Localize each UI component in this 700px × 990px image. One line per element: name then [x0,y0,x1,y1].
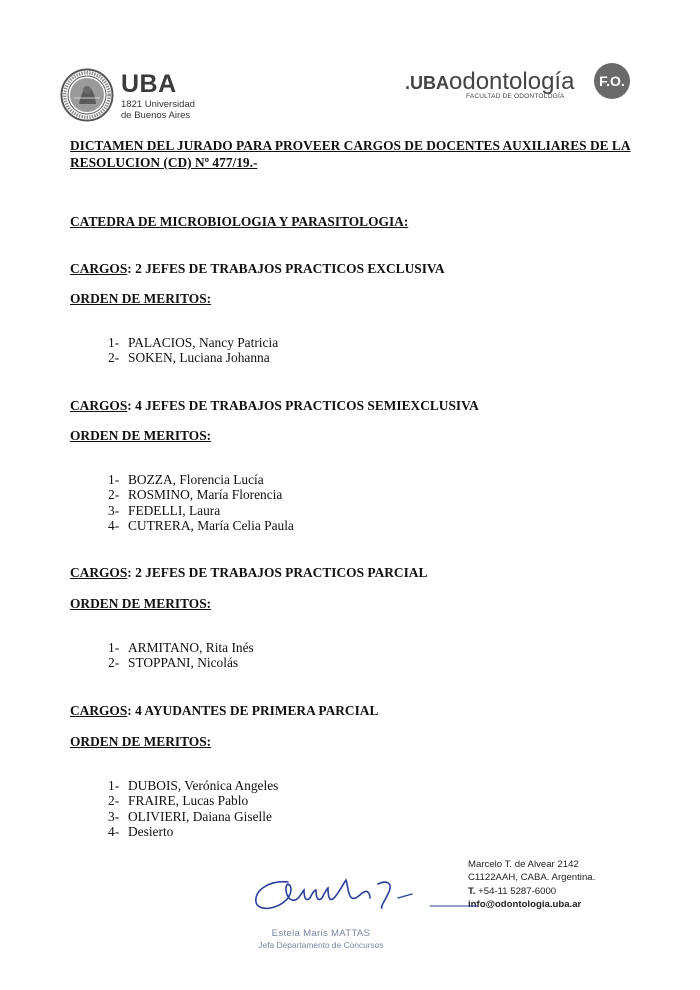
merit-list-4 [108,778,278,840]
merit-list-2 [108,472,294,534]
catedra-title: CATEDRA DE MICROBIOLOGIA Y PARASITOLOGIA: [70,214,409,229]
list-item [108,503,294,518]
faculty-name: odontología [449,68,575,95]
item-number: 2- [108,793,120,809]
document-title: DICTAMEN DEL JURADO PARA PROVEER CARGOS DE DOCENTES AUXILIARES DE LA RESOLUCION (CD) Nº 477/19.- [70,138,631,170]
item-number: 2- [108,350,120,366]
phone-line [468,885,595,898]
list-item [108,809,278,824]
list-item [108,350,278,365]
cargos-label: CARGOS [70,398,128,413]
uba-subtitle-line1: 1821 Universidad [121,99,195,110]
cargos-heading-3 [70,565,427,581]
candidate-name: BOZZA, Florencia Lucía [128,472,264,487]
address-line2: C1122AAH, CABA. Argentina. [468,872,596,884]
list-item [108,824,278,839]
phone-label: T. [468,885,476,897]
list-item [108,640,254,655]
cargos-label: CARGOS [70,703,128,718]
cargos-text: : 4 AYUDANTES DE PRIMERA PARCIAL [127,703,379,718]
orden-meritos-heading-2: ORDEN DE MERITOS: [70,428,212,443]
faculty-prefix: .UBA [405,73,449,93]
orden-meritos-heading-3: ORDEN DE MERITOS: [70,596,212,611]
candidate-name: PALACIOS, Nancy Patricia [128,335,279,350]
list-item [108,487,294,502]
orden-meritos-heading-1: ORDEN DE MERITOS: [70,291,212,306]
item-number: 1- [108,335,120,350]
item-number: 4- [108,518,120,534]
candidate-name: SOKEN, Luciana Johanna [128,350,270,366]
candidate-name: STOPPANI, Nicolás [128,655,239,671]
item-number: 1- [108,640,120,655]
orden-meritos-heading-4: ORDEN DE MERITOS: [70,734,212,749]
faculty-subtitle: FACULTAD DE ODONTOLOGÍA [466,93,565,100]
candidate-name: Desierto [128,824,174,840]
list-item [108,472,294,487]
item-number: 1- [108,778,120,793]
faculty-address [468,858,595,911]
candidate-name: CUTRERA, María Celia Paula [128,518,294,534]
fo-badge-icon: F.O. [594,63,630,99]
merit-list-3 [108,640,254,671]
candidate-name: ARMITANO, Rita Inés [128,640,254,655]
list-item [108,518,294,533]
cargos-heading-2 [70,398,479,414]
cargos-text: : 2 JEFES DE TRABAJOS PRACTICOS PARCIAL [127,565,428,580]
candidate-name: FRAIRE, Lucas Pablo [128,793,249,809]
item-number: 3- [108,808,120,824]
cargos-heading-4 [70,703,378,719]
item-number: 1- [108,472,120,487]
list-item [108,793,278,808]
cargos-label: CARGOS [70,565,128,580]
handwritten-signature-icon [248,868,478,918]
candidate-name: FEDELLI, Laura [128,502,221,518]
list-item [108,335,278,350]
item-number: 2- [108,655,120,671]
item-number: 4- [108,824,120,840]
item-number: 3- [108,502,120,518]
address-line1: Marcelo T. de Alvear 2142 [468,859,579,870]
cargos-heading-1 [70,261,445,277]
cargos-label: CARGOS [70,261,128,276]
uba-subtitle [121,99,201,121]
list-item [108,778,278,793]
uba-wordmark: UBA [121,70,177,98]
cargos-text: : 2 JEFES DE TRABAJOS PRACTICOS EXCLUSIVA [127,261,445,276]
list-item [108,655,254,670]
stamp-role: Jefa Departamento de Concursos [258,940,384,950]
item-number: 2- [108,487,120,503]
university-seal-icon [60,68,114,122]
faculty-wordmark [405,68,574,96]
candidate-name: ROSMINO, María Florencia [128,487,283,503]
phone-number: +54-11 5287-6000 [478,885,557,897]
stamp-name: Estela Maris MATTAS [271,928,371,939]
cargos-text: : 4 JEFES DE TRABAJOS PRACTICOS SEMIEXCLUSIVA [127,398,479,413]
uba-subtitle-line2: de Buenos Aires [121,110,191,121]
candidate-name: DUBOIS, Verónica Angeles [128,778,279,793]
candidate-name: OLIVIERI, Daiana Giselle [128,808,272,824]
merit-list-1 [108,335,278,366]
email-address: info@odontologia.uba.ar [468,898,582,910]
